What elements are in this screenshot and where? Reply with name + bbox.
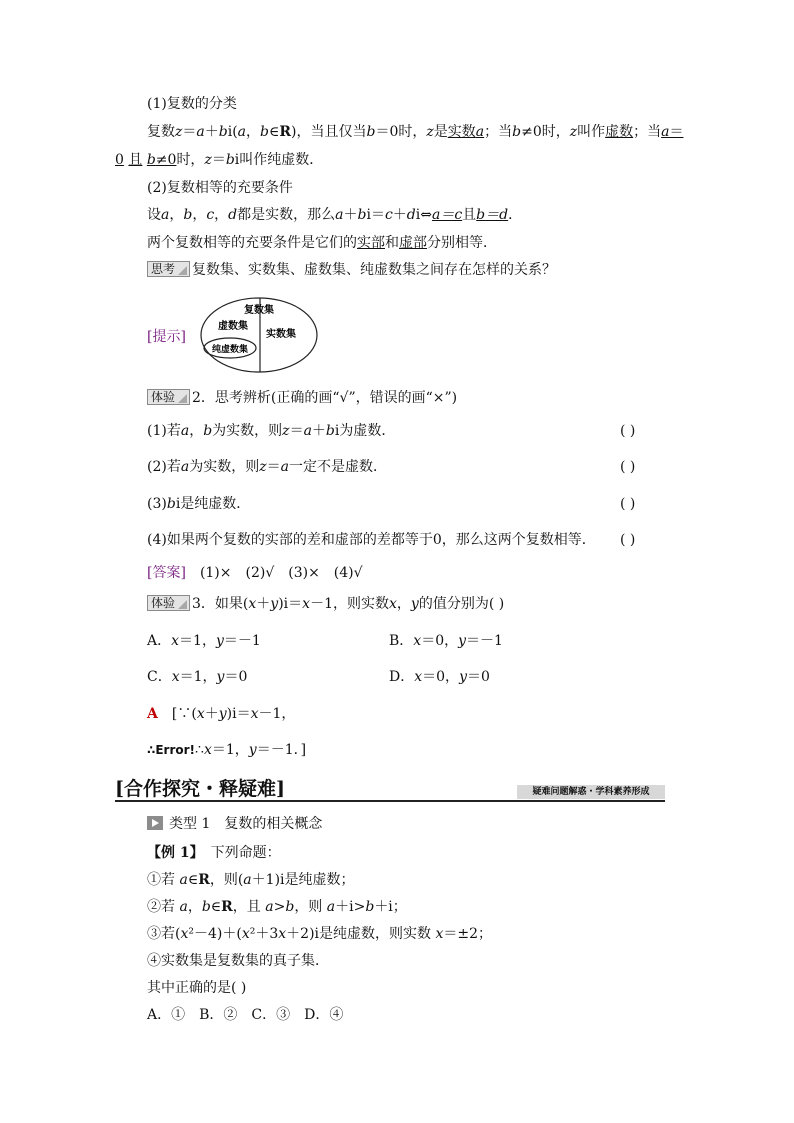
judge-blank-3[interactable]: ( ) [620,496,636,512]
example1-options[interactable]: A．① B．② C．③ D．④ [147,1007,344,1023]
classification-line-2: 0 且 b≠0时，z＝bi叫作纯虚数． [115,152,324,168]
exp2-answer: [答案] (1)× (2)√ (3)× (4)√ [147,565,363,581]
equality-line-1: 设a，b，c，d都是实数，那么a＋bi＝c＋di⇔a＝c且b＝d． [147,207,523,223]
judge-blank-1[interactable]: ( ) [620,423,636,439]
example1-question: 其中正确的是( ) [147,980,247,996]
proposition-4: ④实数集是复数集的真子集． [147,953,329,969]
judge-item-1: (1)若a，b为实数，则z＝a＋bi为虚数． [147,423,396,439]
option-c[interactable]: C．x＝1，y＝0 [147,669,248,685]
judge-item-3: (3)bi是纯虚数． [147,496,251,512]
section-badge: 疑难问题解惑・学科素养形成 [517,785,665,799]
proposition-3: ③若(x²－4)＋(x²＋3x＋2)i是纯虚数，则实数 x＝±2； [147,926,493,942]
section-rule [115,800,665,802]
venn-imag-label: 虚数集 [218,321,248,332]
option-b[interactable]: B．x＝0，y＝－1 [389,633,503,649]
type1-label: 类型 1 复数的相关概念 [147,814,322,834]
classification-heading: (1)复数的分类 [147,96,237,112]
option-d[interactable]: D．x＝0，y＝0 [389,669,490,685]
classification-line-1: 复数z＝a＋bi(a，b∈R)，当且仅当b＝0时，z是实数a；当b≠0时，z叫作虚数；当a＝ [147,124,684,140]
judge-item-2: (2)若a为实数，则z＝a一定不是虚数． [147,459,387,475]
venn-diagram [199,296,321,376]
exp3-solution-1: A [∵(x＋y)i＝x－1， [147,706,296,722]
equality-line-2: 两个复数相等的充要条件是它们的实部和虚部分别相等． [147,235,497,251]
exp2-tag: 体验 [147,389,190,405]
section-title: [合作探究・释疑难] [115,778,285,800]
proposition-2: ②若 a，b∈R，且 a>b，则 a＋i>b＋i； [147,899,407,915]
exp3-tag: 体验 [147,595,190,611]
judge-blank-2[interactable]: ( ) [620,459,636,475]
answer-letter: A [147,706,158,722]
think-question: 思考 复数集、实数集、虚数集、纯虚数集之间存在怎样的关系？ [147,260,556,280]
judge-blank-4[interactable]: ( ) [620,532,636,548]
venn-complex-label: 复数集 [244,305,274,316]
think-tag: 思考 [147,261,190,277]
exp3-solution-2: ∴Error!∴x＝1，y＝－1．] [147,742,307,758]
exp3-question: 体验 3．如果(x＋y)i＝x－1，则实数x，y的值分别为( ) [147,594,504,614]
exp2-title: 体验 2．思考辨析(正确的画“√”，错误的画“×”) [147,388,457,408]
venn-real-label: 实数集 [266,329,296,340]
example1-intro: 【例 1】 下列命题： [147,845,281,861]
venn-pure-label: 纯虚数集 [211,345,249,355]
equality-heading: (2)复数相等的充要条件 [147,180,293,196]
hint-label: [提示] [147,329,186,345]
judge-item-4: (4)如果两个复数的实部的差和虚部的差都等于0，那么这两个复数相等． [147,532,596,548]
proposition-1: ①若 a∈R，则(a＋1)i是纯虚数； [147,872,355,888]
play-icon [147,816,163,830]
answer-label: [答案] [147,565,186,581]
option-a[interactable]: A．x＝1，y＝－1 [147,633,261,649]
